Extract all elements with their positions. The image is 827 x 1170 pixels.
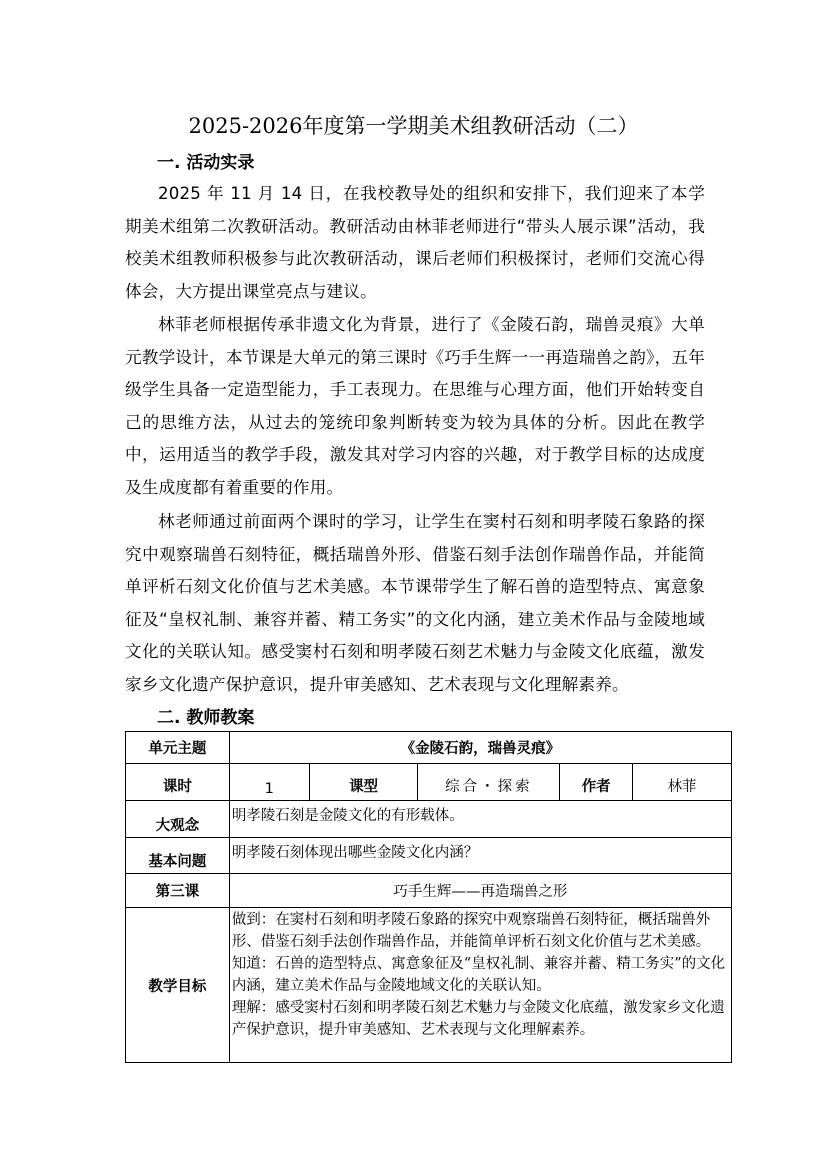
- big-idea-value: 明孝陵石刻是金陵文化的有形载体。: [229, 801, 731, 838]
- big-idea-label: 大观念: [126, 801, 230, 838]
- lesson3-label: 第三课: [126, 874, 230, 908]
- paragraph-2: 林菲老师根据传承非遗文化为背景，进行了《金陵石韵，瑞兽灵痕》大单元教学设计，本节课是大单元的第三课时《巧手生辉一一再造瑞兽之韵》，五年级学生具备一定造型能力，手工表现力。在思维与心理方面，他们开始转变自己的思维方法，从过去的笼统印象判断转变为较为具体的分析。因此在教学中，运用适当的教学手段，激发其对学习内容的兴趣，对于教学目标的达成度及生成度都有着重要的作用。: [125, 315, 705, 497]
- section-heading-activity-record: 一. 活动实录: [157, 153, 255, 173]
- goal-item: 理解：感受窦村石刻和明孝陵石刻艺术魅力与金陵文化底蕴，激发家乡文化遗产保护意识，提升审美感知、艺术表现与文化理解素养。: [231, 1000, 725, 1038]
- unit-theme-label: 单元主题: [126, 732, 230, 764]
- basic-question-value: 明孝陵石刻体现出哪些金陵文化内涵？: [229, 838, 731, 874]
- author-value: 林菲: [633, 764, 732, 801]
- lesson-plan-table: [125, 731, 732, 1063]
- document-title: 2025-2026年度第一学期美术组教研活动（二）: [188, 114, 639, 138]
- author-label: 作者: [560, 764, 633, 801]
- type-value: 综合・探索: [418, 764, 560, 801]
- goal-item: 做到：在窦村石刻和明孝陵石象路的探究中观察瑞兽石刻特征，概括瑞兽外形、借鉴石刻手法创作瑞兽作品，并能简单评析石刻文化价值与艺术美感。: [231, 912, 711, 950]
- teaching-goals-label: 教学目标: [126, 908, 230, 1063]
- paragraph-1: 2025 年 11 月 14 日，在我校教导处的组织和安排下，我们迎来了本学期美术组第二次教研活动。教研活动由林菲老师进行“带头人展示课”活动，我校美术组教师积极参与此次教研活动，课后老师们积极探讨，老师们交流心得体会，大方提出课堂亮点与建议。: [125, 184, 705, 301]
- teaching-goals: [229, 908, 731, 1063]
- section-heading-teacher-plan: 二. 教师教案: [157, 708, 255, 728]
- type-label: 课型: [309, 764, 418, 801]
- paragraph-3: 林老师通过前面两个课时的学习，让学生在窦村石刻和明孝陵石象路的探究中观察瑞兽石刻特征，概括瑞兽外形、借鉴石刻手法创作瑞兽作品，并能简单评析石刻文化价值与艺术美感。本节课带学生了解石兽的造型特点、寓意象征及“皇权礼制、兼容并蓄、精工务实”的文化内涵，建立美术作品与金陵地域文化的关联认知。感受窦村石刻和明孝陵石刻艺术魅力与金陵文化底蕴，激发家乡文化遗产保护意识，提升审美感知、艺术表现与文化理解素养。: [125, 512, 705, 694]
- basic-question-label: 基本问题: [126, 838, 230, 874]
- lesson3-value: 巧手生辉——再造瑞兽之形: [229, 874, 731, 908]
- unit-theme-value: 《金陵石韵，瑞兽灵痕》: [229, 732, 731, 764]
- goal-item: 知道：石兽的造型特点、寓意象征及“皇权礼制、兼容并蓄、精工务实”的文化内涵，建立美术作品与金陵地域文化的关联认知。: [231, 956, 726, 994]
- lesson-label: 课时: [126, 764, 230, 801]
- lesson-value: 1: [229, 764, 309, 801]
